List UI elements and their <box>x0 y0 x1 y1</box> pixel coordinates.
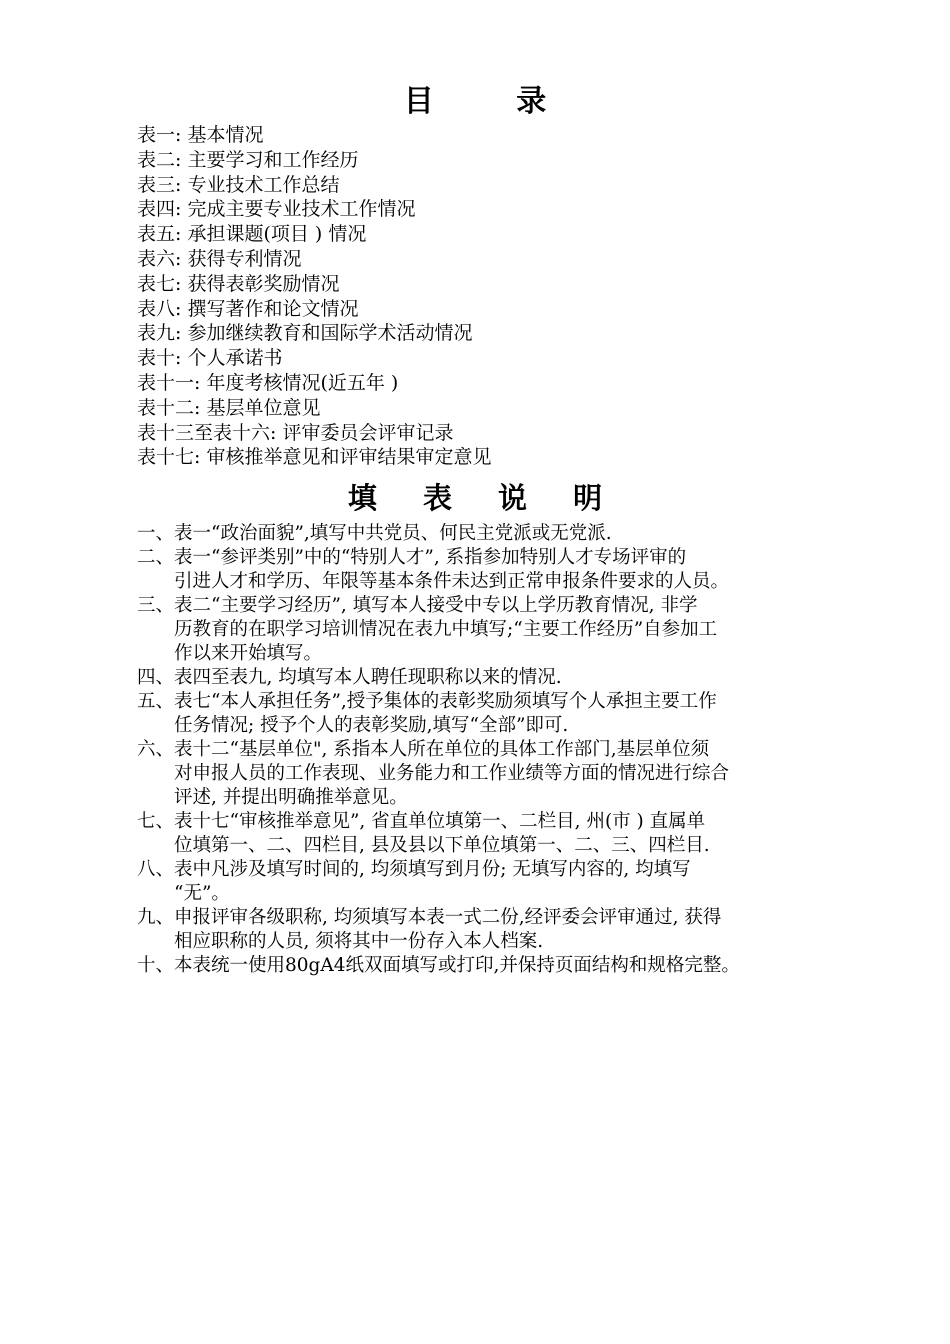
instruction-item <box>137 858 867 906</box>
toc-title: 目 录 <box>403 84 583 119</box>
instruction-text-line: 评述, 并提出明确推举意见。 <box>174 787 408 808</box>
instruction-text-line: 相应职称的人员, 须将其中一份存入本人档案. <box>174 931 544 952</box>
instruction-text-line: 引进人才和学历、年限等基本条件未达到正常申报条件要求的人员。 <box>174 571 730 592</box>
instruction-text-line: 表二“主要学习经历”, 填写本人接受中专以上学历教育情况, 非学 <box>174 595 698 616</box>
instruction-text-line: 表一“参评类别”中的“特别人才”, 系指参加特别人才专场评审的 <box>174 547 687 568</box>
instruction-text-line: “无”。 <box>174 883 230 904</box>
instruction-item <box>137 522 867 546</box>
toc-item: 表十一: 年度考核情况(近五年 ) <box>137 371 399 394</box>
instruction-text-line: 表中凡涉及填写时间的, 均须填写到月份; 无填写内容的, 均填写 <box>174 859 691 880</box>
instruction-text-line: 历教育的在职学习培训情况在表九中填写;“主要工作经历”自参加工 <box>174 619 718 640</box>
instruction-item <box>137 666 867 690</box>
instruction-text-line: 表四至表九, 均填写本人聘任现职称以来的情况. <box>174 667 562 688</box>
instruction-number: 八、 <box>137 859 175 880</box>
instruction-text <box>174 954 867 978</box>
instruction-number: 三、 <box>137 595 175 616</box>
instruction-item <box>137 546 867 594</box>
instruction-number: 十、 <box>137 955 175 976</box>
toc-item: 表六: 获得专利情况 <box>137 247 302 270</box>
instruction-text <box>174 546 867 594</box>
instruction-text-line: 本表统一使用80gA4纸双面填写或打印,并保持页面结构和规格完整。 <box>174 955 740 976</box>
instructions-title: 填 表 说 明 <box>347 481 621 515</box>
instruction-number: 七、 <box>137 811 175 832</box>
toc-item: 表十三至表十六: 评审委员会评审记录 <box>137 421 454 444</box>
toc-list <box>137 123 491 470</box>
toc-item: 表一: 基本情况 <box>137 124 264 146</box>
toc-item: 表七: 获得表彰奖励情况 <box>137 272 340 295</box>
toc-item: 表十: 个人承诺书 <box>137 347 283 370</box>
toc-item: 表八: 撰写著作和论文情况 <box>137 297 359 320</box>
instruction-number: 九、 <box>137 907 175 928</box>
instructions-list <box>137 522 867 978</box>
instruction-text <box>174 522 867 546</box>
instruction-text <box>174 738 867 810</box>
instruction-text <box>174 858 867 906</box>
toc-item: 表十七: 审核推举意见和评审结果审定意见 <box>137 446 492 469</box>
instruction-number: 四、 <box>137 667 175 688</box>
toc-item: 表二: 主要学习和工作经历 <box>137 148 359 171</box>
instruction-text-line: 表七“本人承担任务”,授予集体的表彰奖励须填写个人承担主要工作 <box>174 691 717 712</box>
instruction-text <box>174 810 867 858</box>
instruction-number: 二、 <box>137 547 175 568</box>
instruction-text-line: 表十七“审核推举意见”, 省直单位填第一、二栏目, 州(市 ) 直属单 <box>174 811 706 832</box>
instruction-text-line: 表十二“基层单位", 系指本人所在单位的具体工作部门,基层单位须 <box>174 739 710 760</box>
instruction-text <box>174 666 867 690</box>
toc-item: 表三: 专业技术工作总结 <box>137 173 340 196</box>
instruction-item <box>137 690 867 738</box>
instruction-text <box>174 594 867 666</box>
toc-item: 表十二: 基层单位意见 <box>137 396 321 419</box>
instruction-item <box>137 810 867 858</box>
instruction-text-line: 表一“政治面貌”,填写中共党员、何民主党派或无党派. <box>174 523 612 544</box>
instruction-text-line: 作以来开始填写。 <box>174 643 323 664</box>
instruction-item <box>137 906 867 954</box>
instruction-number: 六、 <box>137 739 175 760</box>
instruction-text-line: 任务情况; 授予个人的表彰奖励,填写“全部”即可. <box>174 715 569 736</box>
toc-item: 表五: 承担课题(项目 ) 情况 <box>137 223 367 246</box>
toc-item: 表九: 参加继续教育和国际学术活动情况 <box>137 322 473 345</box>
instruction-text <box>174 906 867 954</box>
toc-item: 表四: 完成主要专业技术工作情况 <box>137 198 416 221</box>
instruction-number: 五、 <box>137 691 175 712</box>
instruction-text-line: 对申报人员的工作表现、业务能力和工作业绩等方面的情况进行综合 <box>174 763 730 784</box>
instruction-item <box>137 738 867 810</box>
instruction-text <box>174 690 867 738</box>
instruction-item <box>137 594 867 666</box>
instruction-number: 一、 <box>137 523 175 544</box>
instruction-item <box>137 954 867 978</box>
instruction-text-line: 申报评审各级职称, 均须填写本表一式二份,经评委会评审通过, 获得 <box>174 907 722 928</box>
instruction-text-line: 位填第一、二、四栏目, 县及县以下单位填第一、二、三、四栏目. <box>174 835 710 856</box>
